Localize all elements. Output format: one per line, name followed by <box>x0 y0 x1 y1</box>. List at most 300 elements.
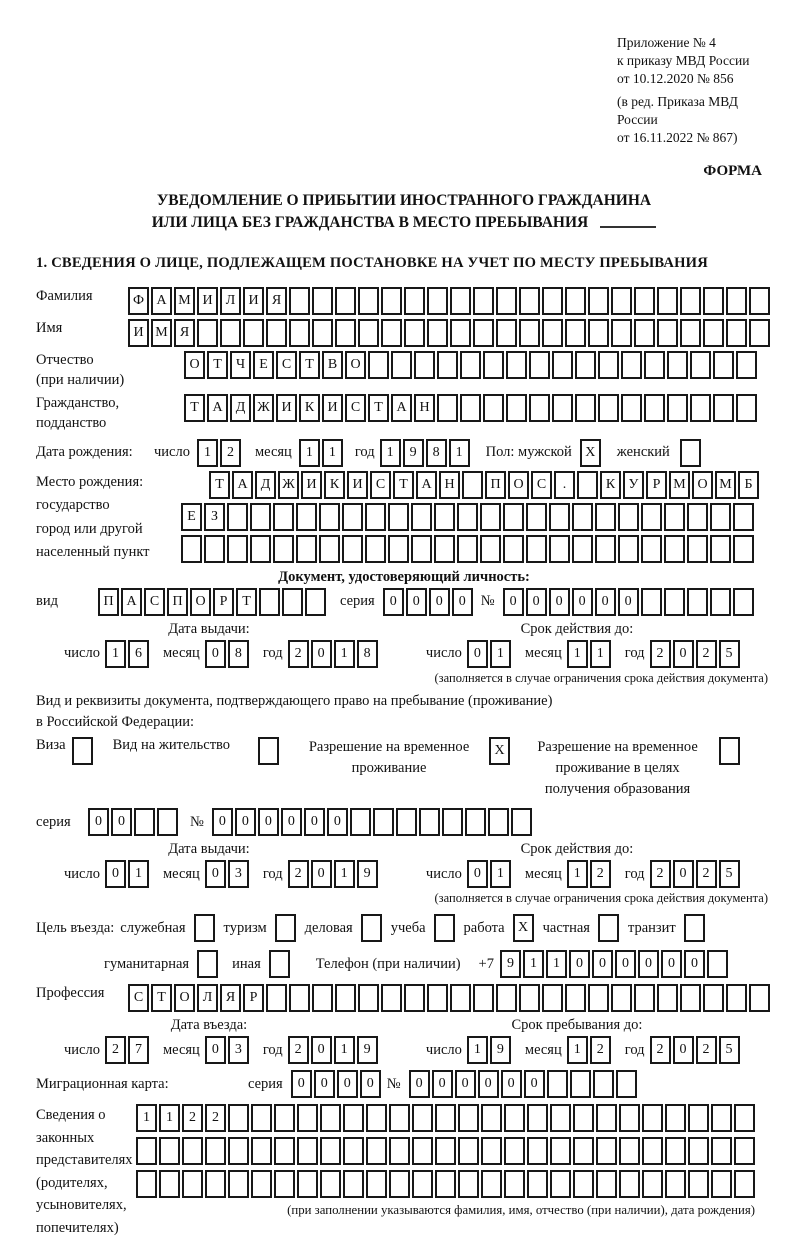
char-cell[interactable]: 0 <box>569 950 590 978</box>
char-cell[interactable]: 1 <box>128 860 149 888</box>
char-cell[interactable] <box>134 808 155 836</box>
char-cell[interactable]: П <box>167 588 188 616</box>
char-cell[interactable] <box>529 351 550 379</box>
char-cell[interactable]: 0 <box>88 808 109 836</box>
char-cell[interactable] <box>404 319 425 347</box>
char-cell[interactable]: М <box>151 319 172 347</box>
char-cell[interactable]: Р <box>213 588 234 616</box>
char-cell[interactable] <box>273 503 294 531</box>
char-cell[interactable] <box>296 535 317 563</box>
char-cell[interactable] <box>450 319 471 347</box>
char-cell[interactable] <box>389 1170 410 1198</box>
char-cell[interactable] <box>733 503 754 531</box>
char-cell[interactable]: 1 <box>490 640 511 668</box>
char-cell[interactable] <box>527 1137 548 1165</box>
char-cell[interactable] <box>457 535 478 563</box>
char-cell[interactable] <box>526 503 547 531</box>
char-cell[interactable]: 0 <box>205 640 226 668</box>
char-cell[interactable] <box>596 1137 617 1165</box>
char-cell[interactable] <box>588 319 609 347</box>
char-cell[interactable] <box>136 1137 157 1165</box>
char-cell[interactable] <box>136 1170 157 1198</box>
char-cell[interactable] <box>159 1170 180 1198</box>
char-cell[interactable] <box>437 394 458 422</box>
char-cell[interactable] <box>365 535 386 563</box>
char-cell[interactable] <box>388 535 409 563</box>
char-cell[interactable] <box>289 287 310 315</box>
char-cell[interactable] <box>274 1170 295 1198</box>
char-cell[interactable] <box>366 1170 387 1198</box>
char-cell[interactable] <box>726 287 747 315</box>
char-cell[interactable]: 2 <box>650 860 671 888</box>
char-cell[interactable] <box>381 319 402 347</box>
char-cell[interactable]: Т <box>184 394 205 422</box>
char-cell[interactable]: . <box>554 471 575 499</box>
char-cell[interactable] <box>228 1170 249 1198</box>
purpose-business-checkbox[interactable] <box>361 914 382 942</box>
char-cell[interactable] <box>734 1170 755 1198</box>
char-cell[interactable] <box>404 287 425 315</box>
purpose-private-checkbox[interactable] <box>598 914 619 942</box>
char-cell[interactable] <box>220 319 241 347</box>
char-cell[interactable]: 0 <box>572 588 593 616</box>
char-cell[interactable]: 0 <box>327 808 348 836</box>
char-cell[interactable]: А <box>207 394 228 422</box>
char-cell[interactable] <box>450 984 471 1012</box>
char-cell[interactable] <box>542 287 563 315</box>
char-cell[interactable]: А <box>391 394 412 422</box>
char-cell[interactable] <box>634 287 655 315</box>
char-cell[interactable]: 0 <box>684 950 705 978</box>
char-cell[interactable]: Д <box>230 394 251 422</box>
char-cell[interactable] <box>504 1137 525 1165</box>
char-cell[interactable]: З <box>204 503 225 531</box>
char-cell[interactable] <box>342 535 363 563</box>
char-cell[interactable] <box>680 319 701 347</box>
char-cell[interactable] <box>711 1170 732 1198</box>
char-cell[interactable]: 0 <box>258 808 279 836</box>
char-cell[interactable] <box>642 1137 663 1165</box>
char-cell[interactable] <box>481 1137 502 1165</box>
char-cell[interactable]: 0 <box>618 588 639 616</box>
char-cell[interactable] <box>527 1170 548 1198</box>
char-cell[interactable]: 0 <box>478 1070 499 1098</box>
char-cell[interactable]: 0 <box>409 1070 430 1098</box>
char-cell[interactable]: 0 <box>592 950 613 978</box>
char-cell[interactable]: Ч <box>230 351 251 379</box>
char-cell[interactable]: 0 <box>526 588 547 616</box>
char-cell[interactable]: 1 <box>299 439 320 467</box>
char-cell[interactable] <box>642 1170 663 1198</box>
char-cell[interactable]: 2 <box>205 1104 226 1132</box>
purpose-transit-checkbox[interactable] <box>684 914 705 942</box>
char-cell[interactable] <box>312 319 333 347</box>
char-cell[interactable] <box>634 319 655 347</box>
char-cell[interactable] <box>427 984 448 1012</box>
char-cell[interactable] <box>573 1170 594 1198</box>
char-cell[interactable] <box>611 287 632 315</box>
char-cell[interactable]: 9 <box>490 1036 511 1064</box>
char-cell[interactable] <box>473 984 494 1012</box>
char-cell[interactable] <box>688 1137 709 1165</box>
char-cell[interactable] <box>577 471 598 499</box>
char-cell[interactable] <box>480 535 501 563</box>
char-cell[interactable] <box>442 808 463 836</box>
char-cell[interactable]: 1 <box>567 1036 588 1064</box>
char-cell[interactable]: С <box>370 471 391 499</box>
temp-residence-checkbox[interactable]: X <box>489 737 510 765</box>
char-cell[interactable]: 0 <box>337 1070 358 1098</box>
char-cell[interactable]: 0 <box>673 640 694 668</box>
char-cell[interactable]: 0 <box>467 860 488 888</box>
char-cell[interactable] <box>465 808 486 836</box>
char-cell[interactable] <box>388 503 409 531</box>
char-cell[interactable]: 1 <box>380 439 401 467</box>
char-cell[interactable]: Я <box>174 319 195 347</box>
char-cell[interactable] <box>593 1070 614 1098</box>
char-cell[interactable] <box>642 1104 663 1132</box>
char-cell[interactable]: 0 <box>105 860 126 888</box>
char-cell[interactable]: С <box>128 984 149 1012</box>
char-cell[interactable] <box>506 351 527 379</box>
char-cell[interactable] <box>703 984 724 1012</box>
char-cell[interactable] <box>319 503 340 531</box>
char-cell[interactable]: 2 <box>650 640 671 668</box>
char-cell[interactable] <box>619 1137 640 1165</box>
char-cell[interactable]: 1 <box>449 439 470 467</box>
char-cell[interactable]: 0 <box>661 950 682 978</box>
char-cell[interactable] <box>343 1170 364 1198</box>
char-cell[interactable] <box>667 351 688 379</box>
char-cell[interactable]: 2 <box>220 439 241 467</box>
char-cell[interactable]: 0 <box>212 808 233 836</box>
char-cell[interactable]: Т <box>207 351 228 379</box>
char-cell[interactable] <box>312 287 333 315</box>
char-cell[interactable]: С <box>276 351 297 379</box>
char-cell[interactable] <box>665 1170 686 1198</box>
char-cell[interactable] <box>588 984 609 1012</box>
char-cell[interactable] <box>319 535 340 563</box>
char-cell[interactable]: И <box>128 319 149 347</box>
char-cell[interactable]: 1 <box>567 860 588 888</box>
char-cell[interactable]: 0 <box>205 860 226 888</box>
char-cell[interactable] <box>710 588 731 616</box>
char-cell[interactable]: У <box>623 471 644 499</box>
char-cell[interactable]: А <box>232 471 253 499</box>
char-cell[interactable]: А <box>121 588 142 616</box>
char-cell[interactable]: 1 <box>334 640 355 668</box>
char-cell[interactable]: 0 <box>549 588 570 616</box>
char-cell[interactable]: 1 <box>197 439 218 467</box>
char-cell[interactable] <box>736 394 757 422</box>
char-cell[interactable]: 5 <box>719 1036 740 1064</box>
char-cell[interactable] <box>427 319 448 347</box>
char-cell[interactable] <box>411 503 432 531</box>
char-cell[interactable]: 0 <box>111 808 132 836</box>
char-cell[interactable]: К <box>299 394 320 422</box>
char-cell[interactable] <box>250 535 271 563</box>
char-cell[interactable] <box>391 351 412 379</box>
char-cell[interactable] <box>634 984 655 1012</box>
char-cell[interactable] <box>342 503 363 531</box>
char-cell[interactable]: И <box>322 394 343 422</box>
char-cell[interactable]: 0 <box>205 1036 226 1064</box>
char-cell[interactable] <box>503 535 524 563</box>
char-cell[interactable] <box>204 535 225 563</box>
char-cell[interactable] <box>434 503 455 531</box>
char-cell[interactable]: П <box>98 588 119 616</box>
char-cell[interactable]: Я <box>266 287 287 315</box>
char-cell[interactable]: Л <box>197 984 218 1012</box>
char-cell[interactable]: 3 <box>228 860 249 888</box>
char-cell[interactable]: С <box>144 588 165 616</box>
char-cell[interactable] <box>621 394 642 422</box>
char-cell[interactable] <box>688 1170 709 1198</box>
char-cell[interactable] <box>644 351 665 379</box>
char-cell[interactable]: 6 <box>128 640 149 668</box>
char-cell[interactable] <box>389 1137 410 1165</box>
temp-residence-education-checkbox[interactable] <box>719 737 740 765</box>
char-cell[interactable]: 8 <box>357 640 378 668</box>
char-cell[interactable]: 0 <box>615 950 636 978</box>
char-cell[interactable]: 0 <box>673 1036 694 1064</box>
char-cell[interactable] <box>511 808 532 836</box>
char-cell[interactable] <box>572 535 593 563</box>
char-cell[interactable]: 8 <box>228 640 249 668</box>
char-cell[interactable] <box>616 1070 637 1098</box>
char-cell[interactable] <box>460 394 481 422</box>
char-cell[interactable] <box>266 984 287 1012</box>
char-cell[interactable]: О <box>184 351 205 379</box>
char-cell[interactable] <box>358 984 379 1012</box>
char-cell[interactable] <box>274 1104 295 1132</box>
char-cell[interactable] <box>496 319 517 347</box>
char-cell[interactable] <box>664 503 685 531</box>
char-cell[interactable]: 1 <box>334 860 355 888</box>
char-cell[interactable] <box>335 319 356 347</box>
char-cell[interactable]: 2 <box>696 1036 717 1064</box>
char-cell[interactable] <box>641 588 662 616</box>
char-cell[interactable] <box>598 351 619 379</box>
char-cell[interactable] <box>657 287 678 315</box>
char-cell[interactable] <box>526 535 547 563</box>
char-cell[interactable] <box>542 984 563 1012</box>
char-cell[interactable] <box>496 984 517 1012</box>
char-cell[interactable] <box>618 503 639 531</box>
char-cell[interactable]: 2 <box>590 860 611 888</box>
char-cell[interactable]: 1 <box>467 1036 488 1064</box>
char-cell[interactable] <box>736 351 757 379</box>
char-cell[interactable]: О <box>345 351 366 379</box>
char-cell[interactable]: И <box>197 287 218 315</box>
char-cell[interactable] <box>644 394 665 422</box>
char-cell[interactable] <box>519 319 540 347</box>
char-cell[interactable] <box>550 1104 571 1132</box>
char-cell[interactable] <box>506 394 527 422</box>
char-cell[interactable]: 0 <box>311 640 332 668</box>
char-cell[interactable] <box>488 808 509 836</box>
char-cell[interactable] <box>381 984 402 1012</box>
char-cell[interactable]: 1 <box>567 640 588 668</box>
char-cell[interactable] <box>547 1070 568 1098</box>
char-cell[interactable]: 2 <box>288 860 309 888</box>
char-cell[interactable] <box>665 1137 686 1165</box>
char-cell[interactable] <box>595 503 616 531</box>
char-cell[interactable]: 0 <box>281 808 302 836</box>
char-cell[interactable] <box>481 1170 502 1198</box>
char-cell[interactable] <box>251 1104 272 1132</box>
char-cell[interactable] <box>389 1104 410 1132</box>
char-cell[interactable]: Ж <box>253 394 274 422</box>
char-cell[interactable] <box>404 984 425 1012</box>
purpose-study-checkbox[interactable] <box>434 914 455 942</box>
purpose-work-checkbox[interactable]: X <box>513 914 534 942</box>
char-cell[interactable] <box>565 319 586 347</box>
purpose-official-checkbox[interactable] <box>194 914 215 942</box>
purpose-other-checkbox[interactable] <box>269 950 290 978</box>
char-cell[interactable] <box>713 351 734 379</box>
char-cell[interactable] <box>243 319 264 347</box>
char-cell[interactable] <box>159 1137 180 1165</box>
visa-checkbox[interactable] <box>72 737 93 765</box>
char-cell[interactable]: 0 <box>432 1070 453 1098</box>
char-cell[interactable] <box>550 1170 571 1198</box>
char-cell[interactable] <box>641 535 662 563</box>
char-cell[interactable]: Т <box>209 471 230 499</box>
char-cell[interactable] <box>726 319 747 347</box>
char-cell[interactable] <box>726 984 747 1012</box>
char-cell[interactable] <box>358 287 379 315</box>
char-cell[interactable] <box>289 984 310 1012</box>
char-cell[interactable]: С <box>345 394 366 422</box>
char-cell[interactable]: 0 <box>638 950 659 978</box>
char-cell[interactable] <box>419 808 440 836</box>
char-cell[interactable] <box>619 1170 640 1198</box>
char-cell[interactable] <box>621 351 642 379</box>
char-cell[interactable] <box>350 808 371 836</box>
char-cell[interactable] <box>274 1137 295 1165</box>
char-cell[interactable]: Р <box>243 984 264 1012</box>
char-cell[interactable] <box>611 984 632 1012</box>
char-cell[interactable] <box>335 984 356 1012</box>
char-cell[interactable] <box>690 394 711 422</box>
char-cell[interactable] <box>427 287 448 315</box>
char-cell[interactable] <box>182 1137 203 1165</box>
char-cell[interactable] <box>458 1104 479 1132</box>
char-cell[interactable] <box>619 1104 640 1132</box>
char-cell[interactable] <box>749 319 770 347</box>
char-cell[interactable]: 1 <box>590 640 611 668</box>
char-cell[interactable] <box>552 394 573 422</box>
char-cell[interactable]: 0 <box>673 860 694 888</box>
char-cell[interactable]: 5 <box>719 640 740 668</box>
char-cell[interactable] <box>529 394 550 422</box>
char-cell[interactable] <box>690 351 711 379</box>
char-cell[interactable] <box>749 984 770 1012</box>
char-cell[interactable]: 1 <box>546 950 567 978</box>
char-cell[interactable] <box>373 808 394 836</box>
char-cell[interactable] <box>320 1137 341 1165</box>
char-cell[interactable] <box>680 984 701 1012</box>
char-cell[interactable] <box>296 503 317 531</box>
char-cell[interactable] <box>573 1137 594 1165</box>
char-cell[interactable] <box>250 503 271 531</box>
char-cell[interactable] <box>707 950 728 978</box>
char-cell[interactable]: С <box>531 471 552 499</box>
char-cell[interactable]: К <box>600 471 621 499</box>
char-cell[interactable]: 9 <box>357 860 378 888</box>
char-cell[interactable] <box>598 394 619 422</box>
char-cell[interactable] <box>519 287 540 315</box>
char-cell[interactable]: 2 <box>288 640 309 668</box>
char-cell[interactable] <box>565 287 586 315</box>
char-cell[interactable] <box>734 1137 755 1165</box>
char-cell[interactable]: 0 <box>429 588 450 616</box>
char-cell[interactable] <box>366 1104 387 1132</box>
char-cell[interactable] <box>205 1137 226 1165</box>
char-cell[interactable]: 9 <box>357 1036 378 1064</box>
char-cell[interactable] <box>711 1137 732 1165</box>
char-cell[interactable] <box>664 535 685 563</box>
char-cell[interactable] <box>710 535 731 563</box>
char-cell[interactable]: 3 <box>228 1036 249 1064</box>
char-cell[interactable] <box>289 319 310 347</box>
char-cell[interactable] <box>687 535 708 563</box>
char-cell[interactable] <box>414 351 435 379</box>
char-cell[interactable]: 9 <box>500 950 521 978</box>
sex-male-checkbox[interactable]: X <box>580 439 601 467</box>
char-cell[interactable] <box>575 394 596 422</box>
char-cell[interactable] <box>711 1104 732 1132</box>
char-cell[interactable]: О <box>174 984 195 1012</box>
char-cell[interactable] <box>197 319 218 347</box>
char-cell[interactable] <box>297 1137 318 1165</box>
char-cell[interactable] <box>542 319 563 347</box>
char-cell[interactable] <box>549 503 570 531</box>
char-cell[interactable] <box>460 351 481 379</box>
char-cell[interactable] <box>588 287 609 315</box>
char-cell[interactable]: 1 <box>105 640 126 668</box>
char-cell[interactable] <box>549 535 570 563</box>
char-cell[interactable] <box>657 319 678 347</box>
char-cell[interactable] <box>335 287 356 315</box>
char-cell[interactable]: 2 <box>696 860 717 888</box>
char-cell[interactable] <box>611 319 632 347</box>
char-cell[interactable]: 2 <box>590 1036 611 1064</box>
char-cell[interactable]: 0 <box>524 1070 545 1098</box>
char-cell[interactable] <box>573 1104 594 1132</box>
char-cell[interactable] <box>412 1137 433 1165</box>
char-cell[interactable] <box>480 503 501 531</box>
char-cell[interactable] <box>412 1170 433 1198</box>
char-cell[interactable] <box>228 1104 249 1132</box>
residence-permit-checkbox[interactable] <box>258 737 279 765</box>
char-cell[interactable]: Н <box>439 471 460 499</box>
char-cell[interactable]: 0 <box>501 1070 522 1098</box>
char-cell[interactable] <box>734 1104 755 1132</box>
char-cell[interactable]: О <box>190 588 211 616</box>
char-cell[interactable]: М <box>715 471 736 499</box>
char-cell[interactable]: В <box>322 351 343 379</box>
char-cell[interactable] <box>462 471 483 499</box>
char-cell[interactable] <box>227 503 248 531</box>
char-cell[interactable]: 0 <box>311 860 332 888</box>
char-cell[interactable] <box>565 984 586 1012</box>
char-cell[interactable]: Ф <box>128 287 149 315</box>
char-cell[interactable] <box>435 1170 456 1198</box>
char-cell[interactable] <box>473 319 494 347</box>
char-cell[interactable]: 0 <box>314 1070 335 1098</box>
